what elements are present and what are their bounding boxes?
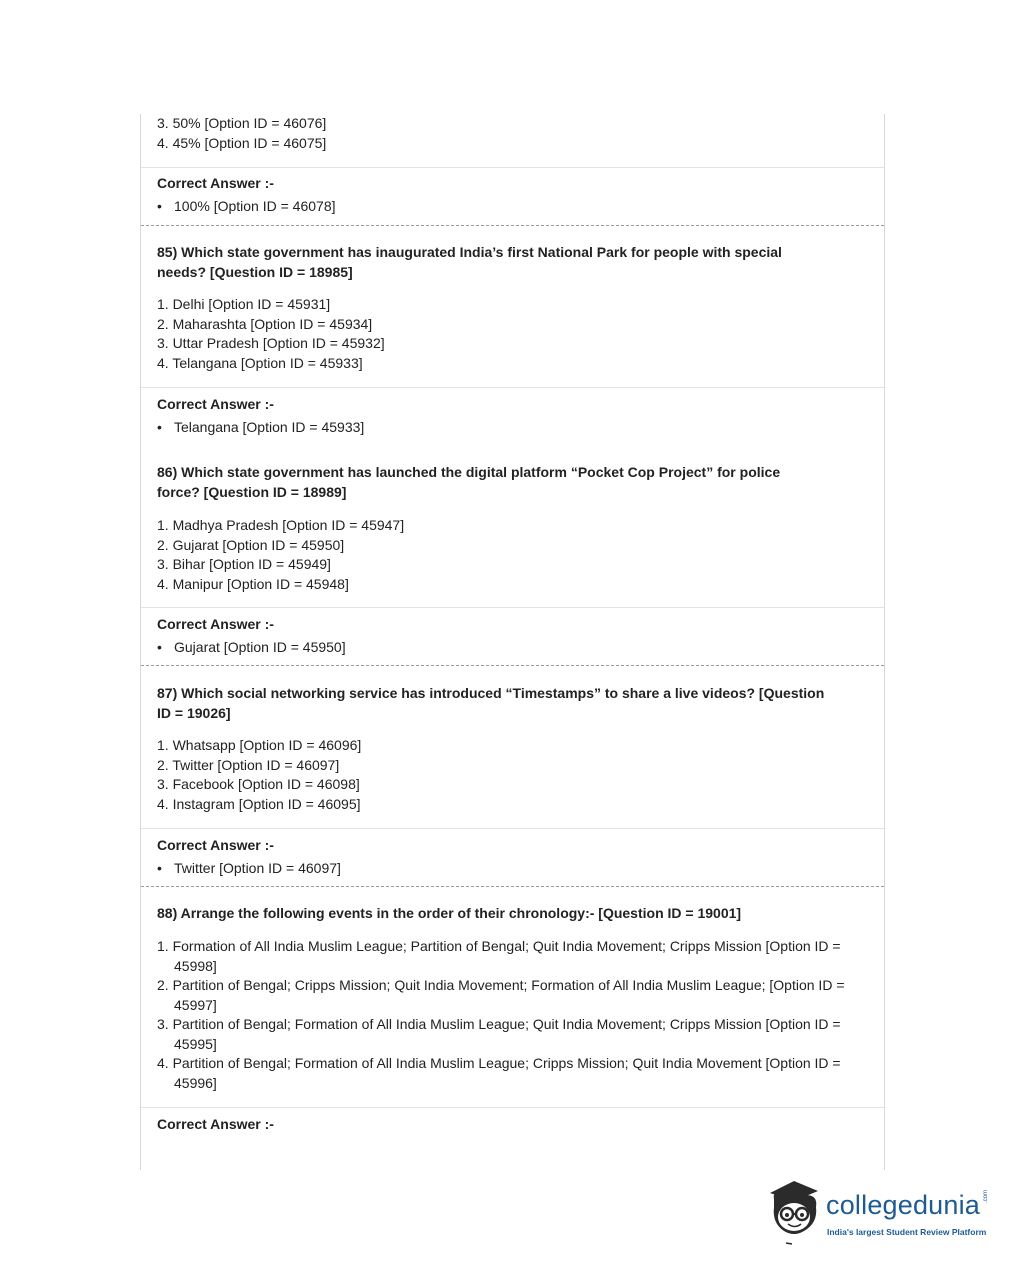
option-item: 3. 50% [Option ID = 46076] [157, 115, 327, 131]
q88-answer [157, 1114, 877, 1134]
option-item: 1. Madhya Pradesh [Option ID = 45947] [157, 517, 405, 533]
option-item: 3. Partition of Bengal; Formation of All India Muslim League; Quit India Movement; Cripps Mission [Option ID = 45995] [157, 1016, 841, 1052]
answer-item [157, 858, 877, 878]
option-item: 2. Gujarat [Option ID = 45950] [157, 536, 345, 553]
question-text: force? [Question ID = 18989] [157, 483, 347, 500]
question-divider [141, 886, 884, 887]
divider [141, 1107, 884, 1108]
bullet-icon: • [157, 639, 162, 655]
divider [141, 828, 884, 829]
question-86 [157, 463, 877, 502]
option-item: 2. Partition of Bengal; Cripps Mission; Quit India Movement; Formation of All India Muslim League; [Option ID = 45997] [157, 977, 845, 1013]
question-88 [157, 904, 877, 924]
option-item: 2. Maharashta [Option ID = 45934] [157, 315, 373, 332]
answer-text: 100% [Option ID = 46078] [174, 198, 336, 214]
bullet-icon: • [157, 198, 162, 214]
brand-tagline: India's largest Student Review Platform [827, 1227, 987, 1237]
q88-options [157, 937, 857, 1093]
option-item: 2. Twitter [Option ID = 46097] [157, 756, 340, 773]
correct-answer-label: Correct Answer :- [157, 837, 274, 853]
option-item: 3. Facebook [Option ID = 46098] [157, 776, 360, 792]
bullet-icon: • [157, 419, 162, 435]
question-text: ID = 19026] [157, 704, 231, 721]
q87-options [157, 736, 877, 814]
answer-text: Gujarat [Option ID = 45950] [174, 639, 346, 655]
correct-answer-label: Correct Answer :- [157, 175, 274, 191]
option-item: 3. Uttar Pradesh [Option ID = 45932] [157, 335, 385, 351]
q85-answer [157, 394, 877, 437]
correct-answer-label: Correct Answer :- [157, 1116, 274, 1132]
option-item: 4. Manipur [Option ID = 45948] [157, 575, 349, 592]
brand-suffix: .com [983, 1189, 989, 1203]
answer-text: Twitter [Option ID = 46097] [174, 860, 341, 876]
q86-answer [157, 614, 877, 657]
bullet-icon: • [157, 860, 162, 876]
q87-answer [157, 835, 877, 878]
question-text: 88) Arrange the following events in the order of their chronology:- [Question ID = 19001] [157, 905, 742, 921]
answer-item [157, 637, 877, 657]
option-item: 1. Formation of All India Muslim League; Partition of Bengal; Quit India Movement; Cripps Mission [Option ID = 45998] [157, 938, 841, 974]
question-divider [141, 225, 884, 226]
question-divider [141, 665, 884, 666]
divider [141, 387, 884, 388]
correct-answer-label: Correct Answer :- [157, 616, 274, 632]
answer-item [157, 196, 877, 216]
option-item: 4. Instagram [Option ID = 46095] [157, 795, 361, 812]
divider [141, 607, 884, 608]
correct-answer-label: Correct Answer :- [157, 396, 274, 412]
question-87 [157, 684, 877, 723]
brand-name: collegedunia [826, 1190, 981, 1220]
option-item: 1. Delhi [Option ID = 45931] [157, 296, 331, 312]
option-item: 4. Partition of Bengal; Formation of All India Muslim League; Cripps Mission; Quit India Movement [Option ID = 45996] [157, 1055, 841, 1091]
answer-text: Telangana [Option ID = 45933] [174, 419, 365, 435]
divider [141, 167, 884, 168]
option-item: 4. 45% [Option ID = 46075] [157, 134, 327, 151]
q85-options [157, 295, 877, 373]
question-text: 86) Which state government has launched the digital platform “Pocket Cop Project” for police [157, 464, 781, 480]
question-text: 87) Which social networking service has introduced “Timestamps” to share a live videos? [Question [157, 685, 825, 701]
q86-options [157, 516, 877, 594]
option-item: 4. Telangana [Option ID = 45933] [157, 354, 363, 371]
question-text: 85) Which state government has inaugurated India’s first National Park for people with special [157, 244, 782, 260]
question-85 [157, 243, 877, 282]
question-text: needs? [Question ID = 18985] [157, 263, 353, 280]
q84-options [157, 114, 877, 153]
option-item: 3. Bihar [Option ID = 45949] [157, 556, 331, 572]
option-item: 1. Whatsapp [Option ID = 46096] [157, 737, 362, 753]
q84-answer [157, 173, 877, 216]
answer-item [157, 417, 877, 437]
